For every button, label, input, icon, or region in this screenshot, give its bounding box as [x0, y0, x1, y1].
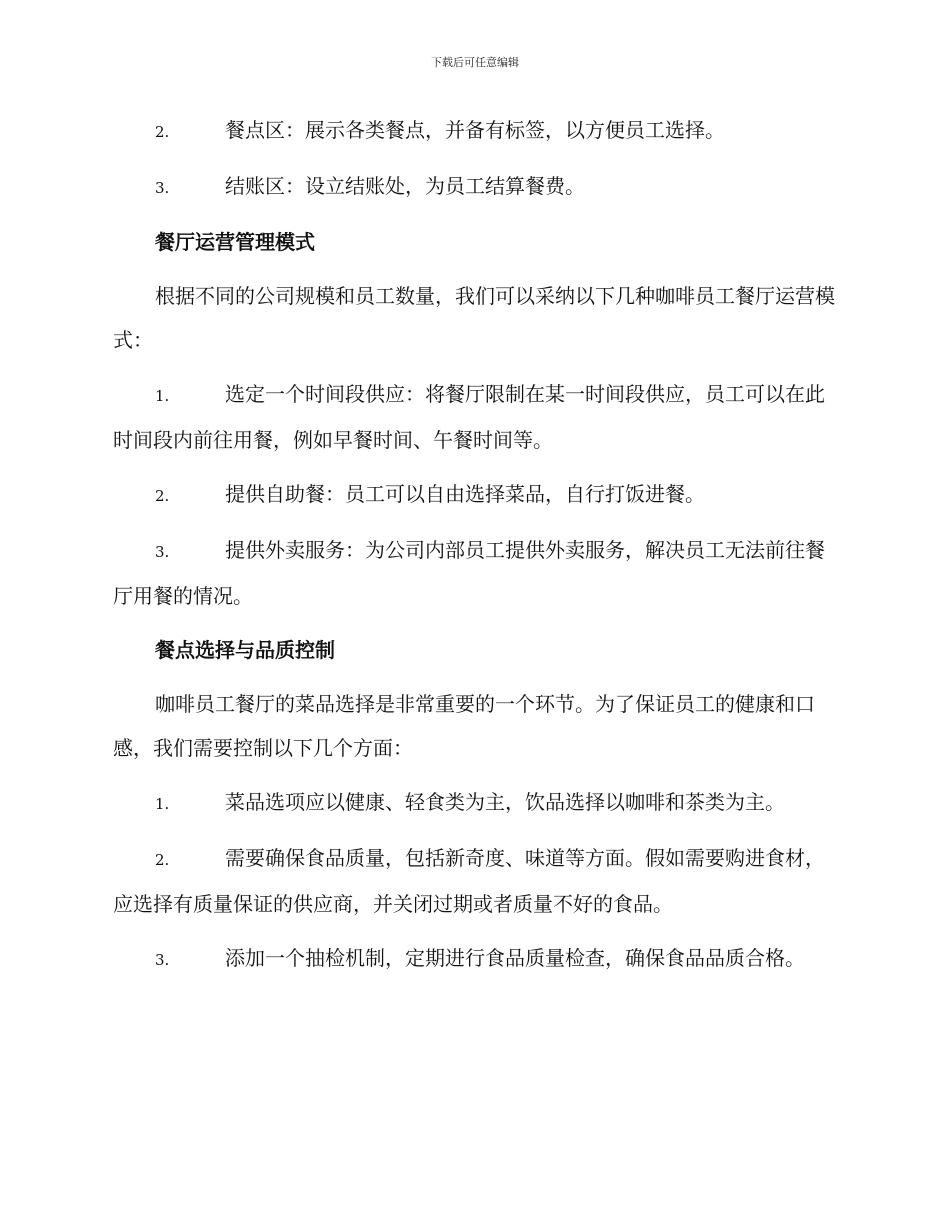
- list-number: 1.: [155, 387, 170, 405]
- list-number: 2.: [155, 123, 170, 141]
- list-item-text: 提供自助餐：员工可以自由选择菜品，自行打饭进餐。: [225, 482, 705, 506]
- list-item-text: 选定一个时间段供应：将餐厅限制在某一时间段供应，员工可以在此时间段内前往用餐，例如早餐时间、午餐时间等。: [113, 382, 825, 452]
- list-item: [113, 936, 839, 982]
- list-item-text: 添加一个抽检机制，定期进行食品质量检查，确保食品品质合格。: [225, 946, 805, 970]
- list-number: 3.: [155, 543, 170, 561]
- list-item-text: 需要确保食品质量，包括新奇度、味道等方面。假如需要购进食材，应选择有质量保证的供应商，并关闭过期或者质量不好的食品。: [113, 846, 825, 916]
- list-number: 1.: [155, 795, 170, 813]
- list-number: 2.: [155, 487, 170, 505]
- list-item: [113, 780, 839, 826]
- list-item-text: 餐点区：展示各类餐点，并备有标签，以方便员工选择。: [225, 118, 725, 142]
- list-item-text: 结账区：设立结账处，为员工结算餐费。: [225, 174, 585, 198]
- document-body: [113, 108, 839, 992]
- section-heading: 餐厅运营管理模式: [155, 230, 315, 254]
- list-number: 3.: [155, 179, 170, 197]
- list-number: 3.: [155, 951, 170, 969]
- list-item: [113, 836, 839, 926]
- list-item: [113, 108, 839, 154]
- paragraph: 咖啡员工餐厅的菜品选择是非常重要的一个环节。为了保证员工的健康和口感，我们需要控制以下几个方面：: [113, 692, 815, 760]
- list-item: [113, 372, 839, 462]
- page-header: 下载后可任意编辑: [431, 56, 519, 69]
- list-item: [113, 472, 839, 518]
- list-item: [113, 164, 839, 210]
- section-heading: 餐点选择与品质控制: [155, 638, 335, 662]
- list-item: [113, 528, 839, 618]
- paragraph: 根据不同的公司规模和员工数量，我们可以采纳以下几种咖啡员工餐厅运营模式：: [113, 284, 835, 352]
- list-item-text: 提供外卖服务：为公司内部员工提供外卖服务，解决员工无法前往餐厅用餐的情况。: [113, 538, 825, 608]
- list-item-text: 菜品选项应以健康、轻食类为主，饮品选择以咖啡和茶类为主。: [225, 790, 785, 814]
- list-number: 2.: [155, 851, 170, 869]
